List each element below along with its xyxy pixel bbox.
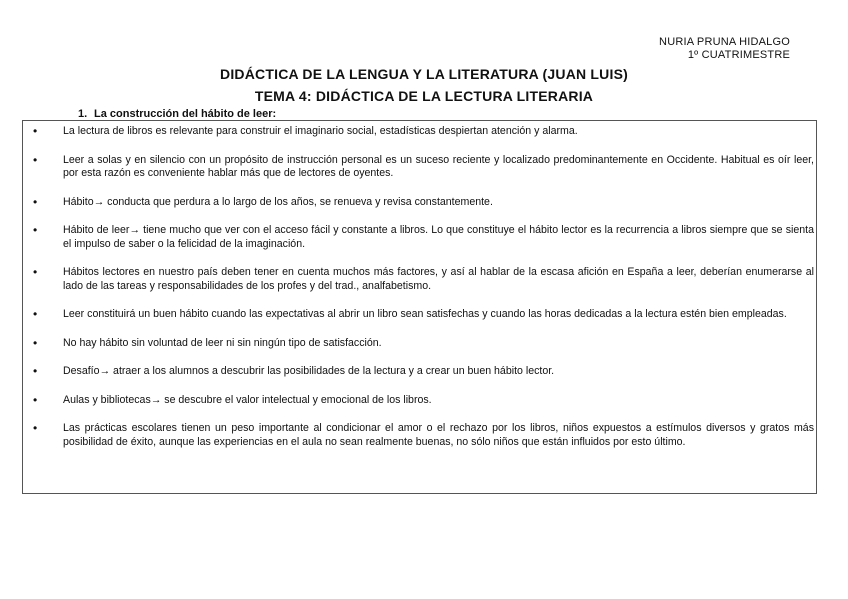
list-item: • No hay hábito sin voluntad de leer ni sin ningún tipo de satisfacción.: [63, 337, 814, 351]
list-item: • Leer constituirá un buen hábito cuando las expectativas al abrir un libro sean satisfechas y cuando las horas dedicadas a la lectura estén bien empleadas.: [63, 308, 814, 322]
bullet-list: [23, 121, 816, 449]
section-number: 1.: [78, 108, 88, 120]
list-item: • Aulas y bibliotecas→ se descubre el valor intelectual y emocional de los libros.: [63, 394, 814, 408]
list-item: • Las prácticas escolares tienen un peso importante al condicionar el amor o el rechazo por los libros, niños expuestos a estímulos diversos y gratos más posibilidad de éxito, aunque las experiencias en el aula no sean realmente buenas, no sólo niños que están influidos por esto último.: [63, 422, 814, 449]
list-item: • Desafío→ atraer a los alumnos a descubrir las posibilidades de la lectura y a crear un buen hábito lector.: [63, 365, 814, 379]
topic-title: TEMA 4: DIDÁCTICA DE LA LECTURA LITERARIA: [254, 88, 594, 104]
list-item: • La lectura de libros es relevante para construir el imaginario social, estadísticas despiertan atención y alarma.: [63, 125, 814, 139]
term-label: 1º CUATRIMESTRE: [687, 49, 790, 61]
notes-box: [22, 120, 817, 494]
course-title: DIDÁCTICA DE LA LENGUA Y LA LITERATURA (JUAN LUIS): [220, 66, 628, 82]
document-header: [659, 36, 790, 62]
list-item: • Hábitos lectores en nuestro país deben tener en cuenta muchos más factores, y así al hablar de la escasa afición en España a leer, deberían enumerarse al lado de las tareas y responsabilidades de los profes y del trad., analfabetismo.: [63, 266, 814, 293]
list-item: • Leer a solas y en silencio con un propósito de instrucción personal es un suceso reciente y localizado predominantemente en Occidente. Habitual es oír leer, por esta razón es conveniente hablar más que de lectores de oyentes.: [63, 154, 814, 181]
list-item: • Hábito de leer→ tiene mucho que ver con el acceso fácil y constante a libros. Lo que constituye el hábito lector es la recurrencia a libros siempre que se sienta el impulso de saber o la felicidad de la imaginación.: [63, 224, 814, 251]
section-heading-text: La construcción del hábito de leer:: [94, 108, 277, 120]
list-item: • Hábito→ conducta que perdura a lo largo de los años, se renueva y revisa constantemente.: [63, 196, 814, 210]
author-name: NURIA PRUNA HIDALGO: [659, 36, 790, 48]
section-heading: [78, 108, 276, 120]
